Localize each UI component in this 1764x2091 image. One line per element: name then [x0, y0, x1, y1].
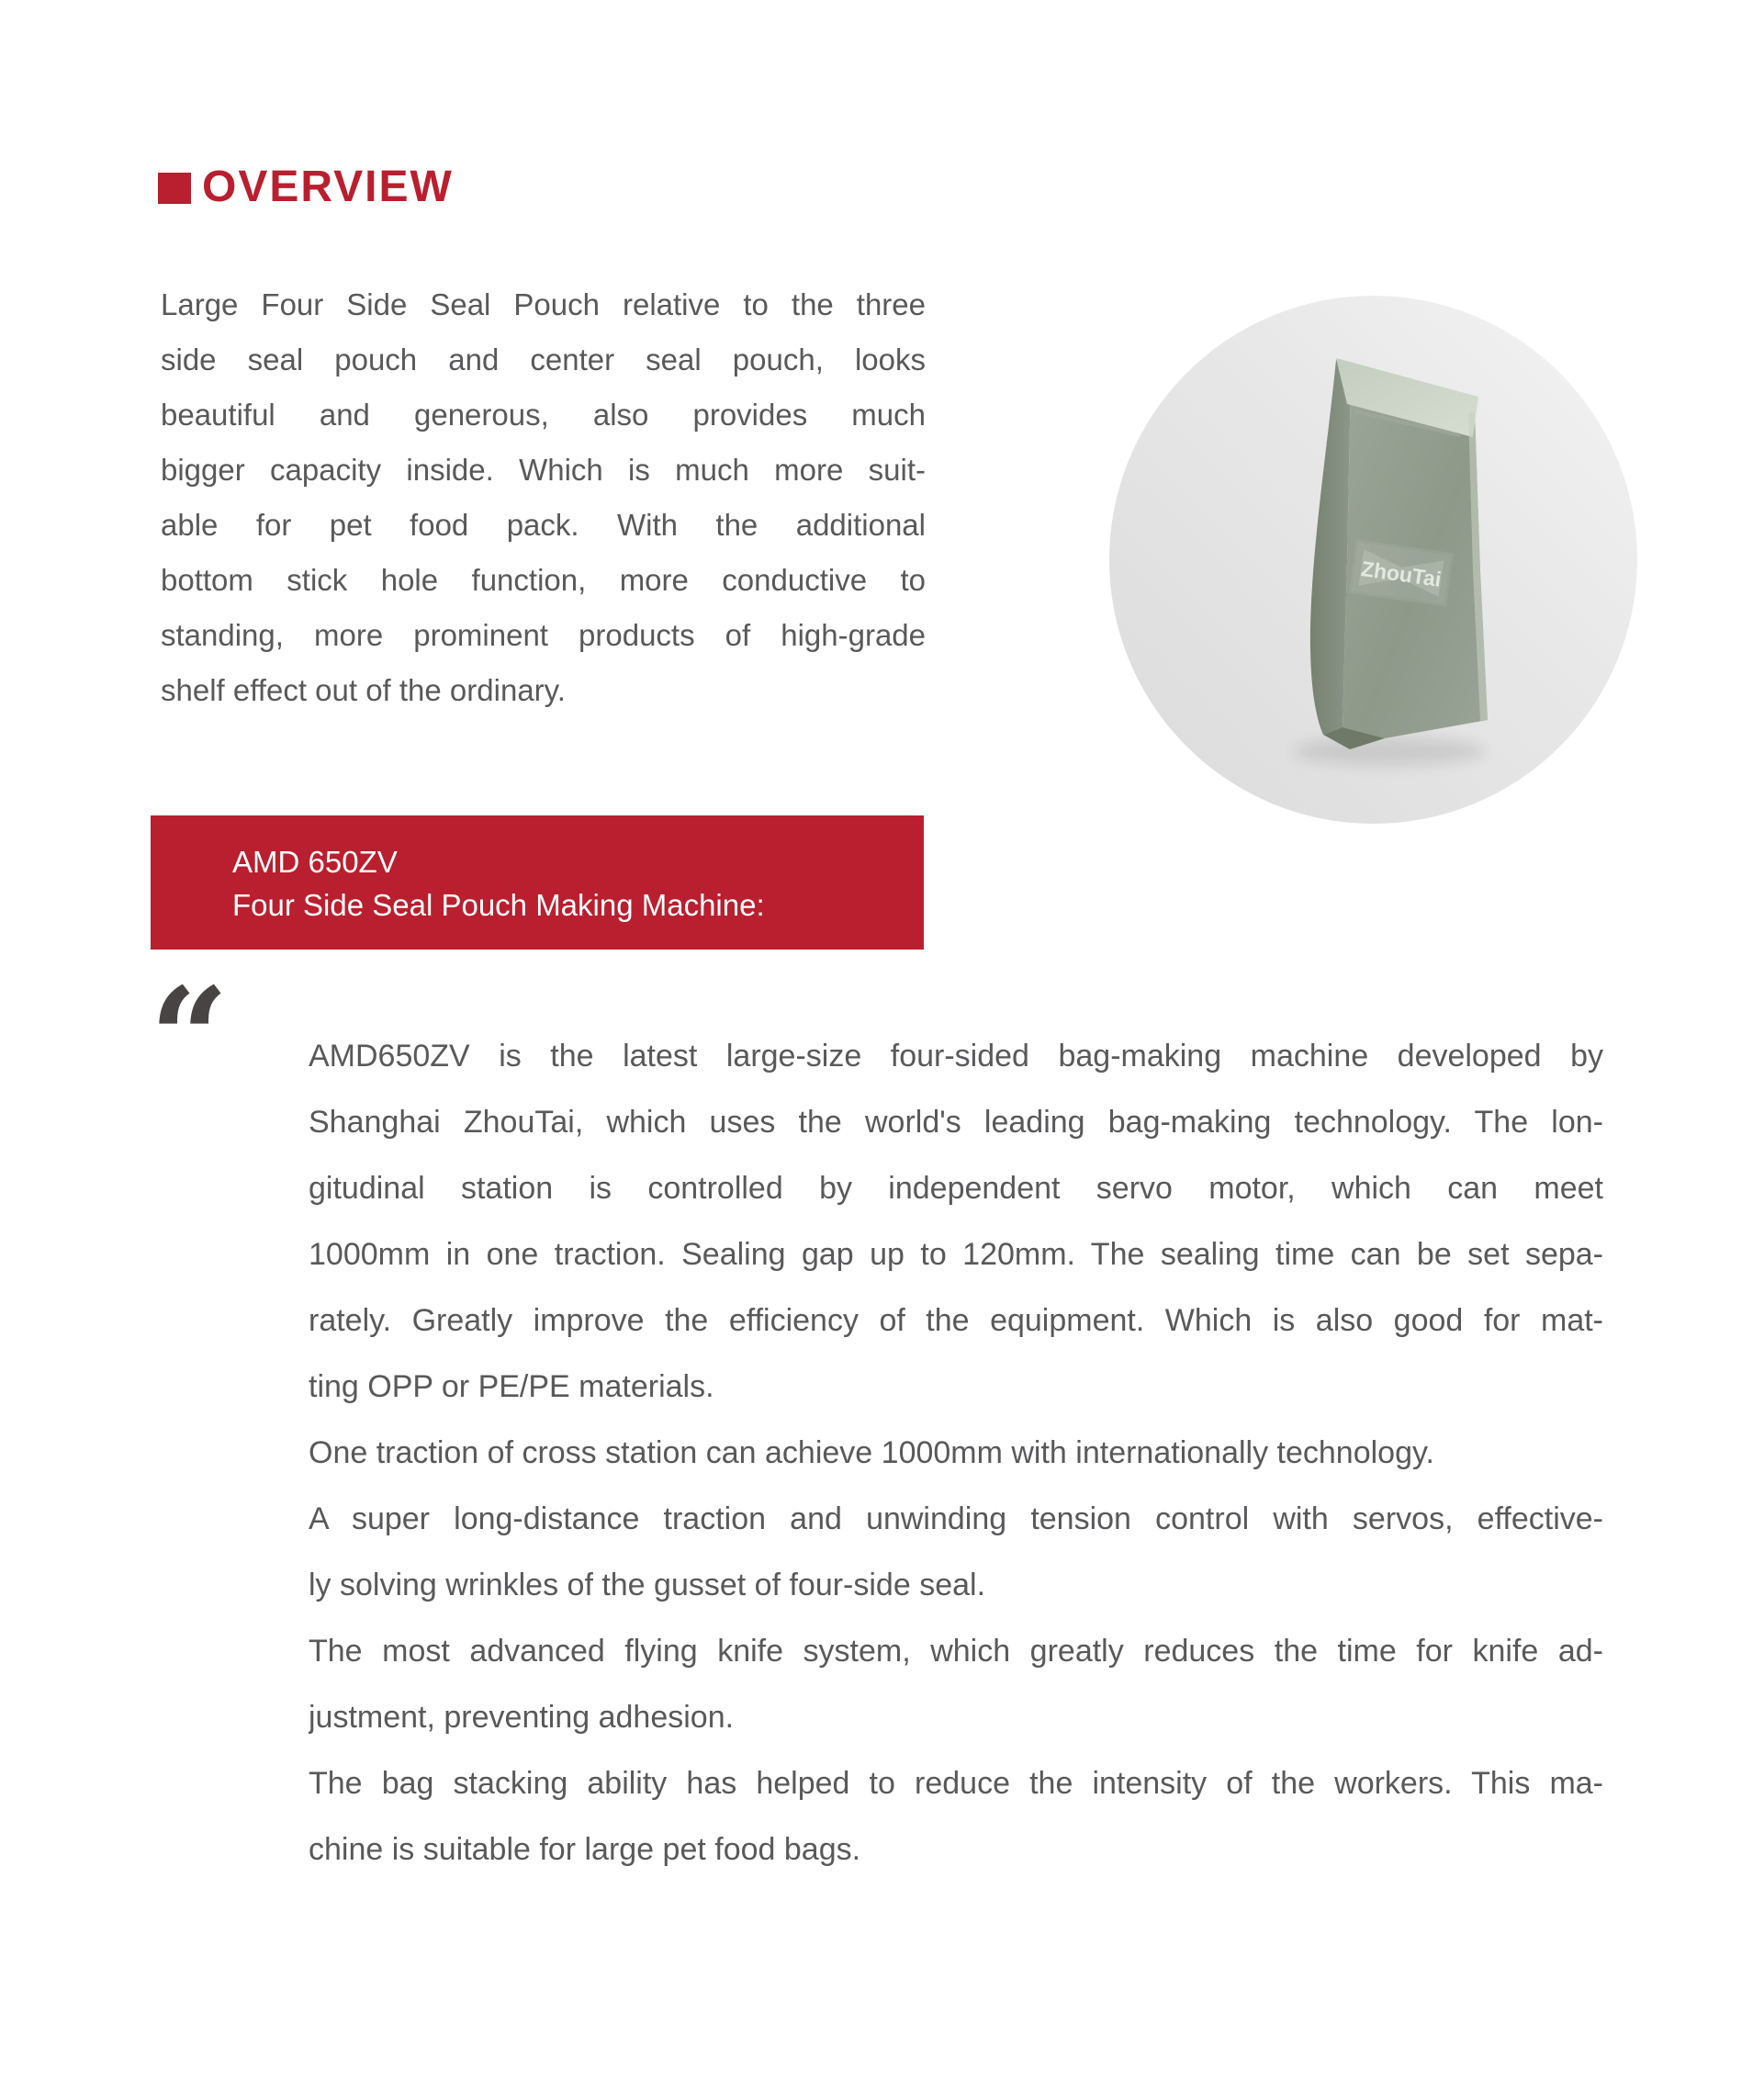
intro-paragraph	[161, 277, 926, 718]
pouch-shadow	[1293, 736, 1486, 766]
quote-mark-icon: “	[150, 958, 230, 1119]
page-title: OVERVIEW	[202, 163, 454, 211]
text-line: bigger capacity inside. Which is much more suit-	[161, 453, 926, 487]
quote-paragraph	[309, 1023, 1603, 1883]
text-line: gitudinal station is controlled by independent servo motor, which can meet	[309, 1171, 1603, 1206]
model-name: AMD 650ZV	[232, 845, 398, 879]
text-line: The bag stacking ability has helped to reduce the intensity of the workers. This ma-	[309, 1766, 1603, 1801]
text-line: One traction of cross station can achieve 1000mm with internationally technology.	[309, 1435, 1434, 1470]
text-line: bottom stick hole function, more conductive to	[161, 563, 926, 597]
text-line: Large Four Side Seal Pouch relative to the three	[161, 287, 926, 321]
text-line: able for pet food pack. With the additional	[161, 508, 926, 542]
product-photo	[1109, 296, 1637, 824]
banner-subtitle: Four Side Seal Pouch Making Machine:	[232, 888, 765, 922]
model-banner	[151, 815, 924, 950]
text-line: ly solving wrinkles of the gusset of four-side seal.	[309, 1568, 986, 1602]
text-line: chine is suitable for large pet food bags.	[309, 1832, 861, 1867]
logo-text: ZhouTai	[1359, 556, 1444, 591]
text-line: justment, preventing adhesion.	[309, 1700, 735, 1735]
text-line: AMD650ZV is the latest large-size four-sided bag-making machine developed by	[309, 1039, 1603, 1074]
text-line: ting OPP or PE/PE materials.	[309, 1369, 714, 1404]
text-line: side seal pouch and center seal pouch, looks	[161, 343, 926, 377]
pouch-illustration	[1109, 296, 1637, 824]
text-line: beautiful and generous, also provides much	[161, 398, 926, 432]
text-line: Shanghai ZhouTai, which uses the world's leading bag-making technology. The lon-	[309, 1105, 1603, 1140]
text-line: 1000mm in one traction. Sealing gap up to 120mm. The sealing time can be set sepa-	[309, 1237, 1603, 1272]
text-line: A super long-distance traction and unwinding tension control with servos, effective-	[309, 1501, 1603, 1536]
text-line: rately. Greatly improve the efficiency of the equipment. Which is also good for mat-	[309, 1303, 1603, 1338]
text-line: shelf effect out of the ordinary.	[161, 673, 566, 707]
text-line: The most advanced flying knife system, which greatly reduces the time for knife ad-	[309, 1634, 1603, 1669]
section-heading	[158, 165, 454, 209]
text-line: standing, more prominent products of high-grade	[161, 618, 926, 652]
red-square-bullet	[158, 173, 191, 204]
